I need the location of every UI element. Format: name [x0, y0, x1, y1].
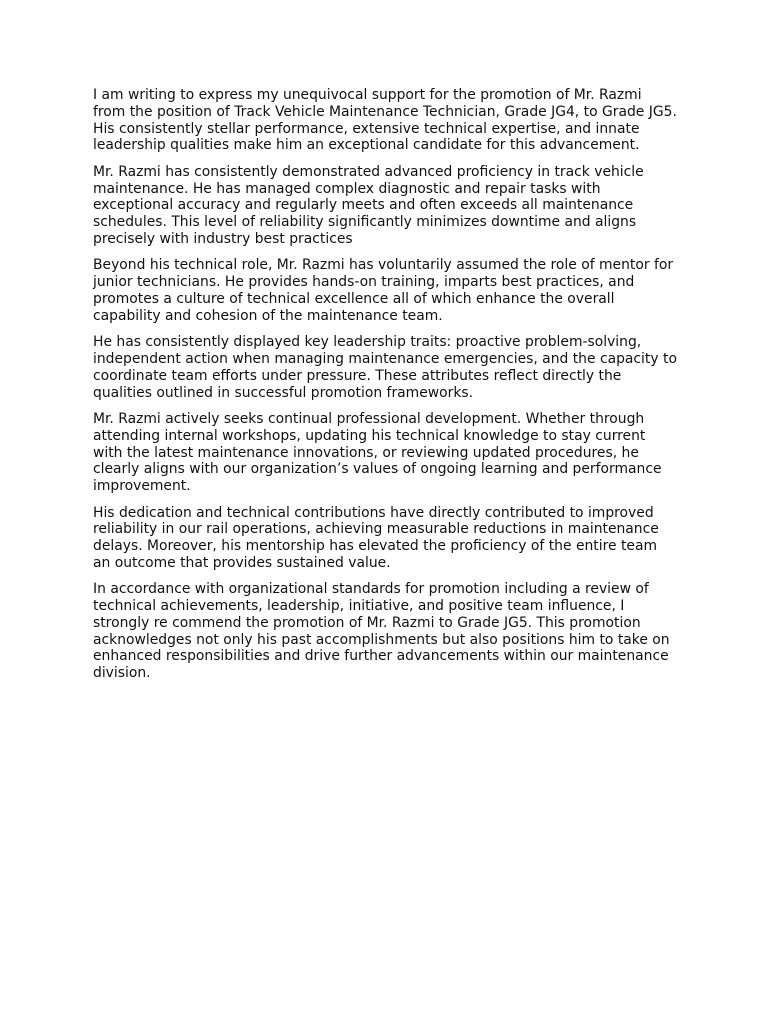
- paragraph-4: He has consistently displayed key leadership traits: proactive problem-solving, independent action when managing maintenance emergencies, and the capacity to coordinate team efforts under pressure. These attributes reflect directly the qualities outlined in successful promotion frameworks.: [93, 334, 677, 401]
- letter-body: [93, 87, 677, 692]
- paragraph-6: His dedication and technical contributions have directly contributed to improved reliability in our rail operations, achieving measurable reductions in maintenance delays. Moreover, his mentorship has elevated the proficiency of the entire team an outcome that provides sustained value.: [93, 504, 659, 571]
- paragraph-2: Mr. Razmi has consistently demonstrated advanced proficiency in track vehicle maintenance. He has managed complex diagnostic and repair tasks with exceptional accuracy and regularly meets and often exceeds all maintenance schedules. This level of reliability significantly minimizes downtime and aligns precisely with industry best practices: [93, 163, 644, 247]
- paragraph-5: Mr. Razmi actively seeks continual professional development. Whether through attending internal workshops, updating his technical knowledge to stay current with the latest maintenance innovations, or reviewing updated procedures, he clearly aligns with our organization’s values of ongoing learning and performance improvement.: [93, 410, 662, 495]
- paragraph-7: In accordance with organizational standards for promotion including a review of technical achievements, leadership, initiative, and positive team influence, I strongly re commend the promotion of Mr. Razmi to Grade JG5. This promotion acknowledges not only his past accomplishments but also positions him to take on enhanced responsibilities and drive further advancements within our maintenance division.: [93, 581, 670, 682]
- paragraph-1: I am writing to express my unequivocal support for the promotion of Mr. Razmi from the position of Track Vehicle Maintenance Technician, Grade JG4, to Grade JG5. His consistently stellar performance, extensive technical expertise, and innate leadership qualities make him an exceptional candidate for this advancement.: [93, 87, 677, 154]
- paragraph-3: Beyond his technical role, Mr. Razmi has voluntarily assumed the role of mentor for junior technicians. He provides hands-on training, imparts best practices, and promotes a culture of technical excellence all of which enhance the overall capability and cohesion of the maintenance team.: [93, 257, 674, 324]
